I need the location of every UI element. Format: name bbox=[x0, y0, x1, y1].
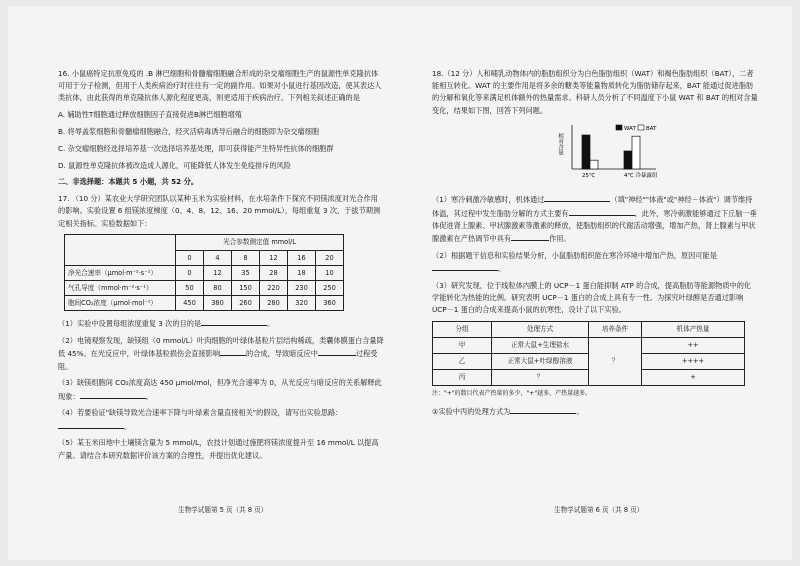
q17-stem: 17. （10 分）某农业大学研究团队以某种玉米为实验材料，在水培条件下探究不同镁浓度对光合作用的影响。实验设置 6 组镁浓度梯度（0、4、8、12、16、20 mmol/L），每组重复 3 次，于拔节期测定相关指标。实验数据如下： bbox=[58, 194, 381, 228]
table-row bbox=[65, 265, 344, 280]
bar-wat bbox=[624, 151, 632, 169]
q16-stem: 16. 小鼠癌特定抗原免疫的 .B 淋巴细胞和骨髓瘤细胞融合形成的杂交瘤细胞生产的鼠源性单克隆抗体可用于分子检测，但用于人类疾病治疗时往往有一定的副作用。如果对小鼠进行基因改造，使其表达人类抗体，由此获得的单克隆抗体人源化程度更高，则更适用于疾病治疗。下列相关叙述正确的是 bbox=[58, 69, 382, 103]
q18-table-note: 注："+"的数目代表产热量的多少，"+"越多，产热量越多。 bbox=[432, 390, 592, 398]
answer-blank[interactable] bbox=[201, 317, 267, 326]
row-label: 胞间CO₂浓度（μmol·mol⁻¹） bbox=[65, 296, 176, 311]
q17-table-header: 光合参数测定值 mmol/L bbox=[176, 235, 344, 250]
cell: 150 bbox=[232, 281, 260, 296]
header-cell: 培养条件 bbox=[589, 322, 642, 338]
q16-option-b: B. 将辱盖浆细胞和骨髓瘤细胞融合，经灭活病毒诱导后融合的细胞即为杂交瘤细胞 bbox=[58, 127, 320, 136]
q17-part-5: （5）某玉米田地中土壤镁含量为 5 mmol/L，农技计划通过施肥将镁浓度提升至 16 mmol/L 以提高产量。请结合本研究数据评价该方案的合理性，并提出优化建议。 bbox=[58, 438, 379, 460]
q17-table-corner bbox=[65, 235, 176, 265]
answer-blank[interactable] bbox=[510, 405, 576, 414]
cell: 10 bbox=[316, 265, 344, 280]
answer-blank[interactable] bbox=[511, 232, 549, 241]
cell: 230 bbox=[288, 281, 316, 296]
q17-col: 4 bbox=[204, 250, 232, 265]
legend-swatch bbox=[616, 125, 622, 130]
q18-chart bbox=[432, 121, 758, 187]
table-row bbox=[65, 296, 344, 311]
page-footer-left: 生物学试题第 5 页（共 8 页） bbox=[178, 506, 268, 514]
cell: 220 bbox=[260, 281, 288, 296]
bar-wat bbox=[582, 135, 590, 169]
section-heading: 二、非选择题：本题共 5 小题，共 52 分。 bbox=[58, 177, 199, 187]
x-tick-label: 25℃ bbox=[582, 173, 596, 180]
answer-blank[interactable] bbox=[80, 390, 146, 399]
row-label: 净光合速率（μmol·m⁻²·s⁻¹） bbox=[65, 265, 176, 280]
legend-swatch bbox=[638, 125, 644, 130]
q17-part-1: （1）实验中设置每组浓度重复 3 次的目的是 。 bbox=[58, 319, 275, 329]
q18-table bbox=[432, 321, 745, 386]
cell: 360 bbox=[316, 296, 344, 311]
cell: ++++ bbox=[642, 354, 745, 370]
q18-part-1: （1）寒冷刺激冷敏感时，机体通过 （填"神经""体液"或"神经－体液"）调节维持体温，其过程中发生脂肪分解的方式主要有 。此外，寒冷刺激能够通过下丘脑一垂体促进肾上腺素、甲状腺激素等激素的释放，使脂肪组织的代谢活动增强，增加产热，肾上腺素与甲状腺激素在产热调节中具有 作用。 bbox=[432, 195, 757, 244]
cell: 18 bbox=[288, 265, 316, 280]
q18-stem: 18.（12 分）人和哺乳动物体内的脂肪组织分为白色脂肪组织（WAT）和褐色脂肪组织（BAT），二者能相互转化。WAT 的主要作用是将多余的糖类等能量物质转化为脂肪储存起来，BAT 能通过促进脂肪的分解和氧化等来满足机体额外的热量需求。科研人员分析了不同温度下小鼠 WAT 和 BAT 的相对含量变化，结果如下图，回答下列问题。 bbox=[432, 69, 758, 115]
x-tick-label: 4℃ 冷暴露组 bbox=[624, 173, 658, 180]
q17-col: 16 bbox=[288, 250, 316, 265]
legend-label: BAT bbox=[646, 126, 657, 133]
q18-part-3: （3）研究发现，位于线粒体内膜上的 UCP－1 蛋白能抑制 ATP 的合成，提高脂肪等能源物质中的化学能转化为热能的比例。研究表明 UCP－1 蛋白的合成上具有专一性。为探究叶绿醇是否通过影响 UCP－1 蛋白的合成来提高小鼠的抗寒性，设计了以下实验。 bbox=[432, 280, 752, 315]
cell: 正常大鼠+生理盐水 bbox=[492, 338, 589, 354]
row-label: 气孔导度（mmol·m⁻²·s⁻¹） bbox=[65, 281, 176, 296]
q17-part-4: （4）若要验证"缺镁导致光合速率下降与叶绿素含量直接相关"的假设，请写出实验思路：。 bbox=[58, 408, 343, 431]
q17-col: 20 bbox=[316, 250, 344, 265]
cell: 28 bbox=[260, 265, 288, 280]
cell: 250 bbox=[316, 281, 344, 296]
header-cell: 机体产热量 bbox=[642, 322, 745, 338]
q17-col: 8 bbox=[232, 250, 260, 265]
cell: 乙 bbox=[433, 354, 492, 370]
legend-label: WAT bbox=[624, 126, 636, 133]
header-cell: 分组 bbox=[433, 322, 492, 338]
table-row bbox=[65, 281, 344, 296]
q16-option-c: C. 杂交瘤细胞经选择培养基一次选择培养基处理，即可获得能产生特异性抗体的细胞群 bbox=[58, 143, 334, 153]
cell: 280 bbox=[260, 296, 288, 311]
cell: 80 bbox=[204, 281, 232, 296]
bar-chart bbox=[552, 121, 662, 185]
cell: 450 bbox=[176, 296, 204, 311]
cell: ？ bbox=[589, 338, 642, 386]
cell: 50 bbox=[176, 281, 204, 296]
q17-col: 12 bbox=[260, 250, 288, 265]
cell: ？ bbox=[492, 370, 589, 386]
cell: 丙 bbox=[433, 370, 492, 386]
answer-blank[interactable] bbox=[220, 347, 246, 356]
q16-option-a: A. 辅助性T细胞通过释放细胞因子直接促进B淋巴细胞增殖 bbox=[58, 110, 242, 120]
cell: 320 bbox=[288, 296, 316, 311]
q17-table bbox=[64, 234, 344, 311]
page-5 bbox=[58, 68, 384, 466]
answer-blank[interactable] bbox=[58, 420, 124, 429]
answer-blank[interactable] bbox=[544, 193, 610, 202]
header-cell: 处理方式 bbox=[492, 322, 589, 338]
exam-sheet bbox=[8, 6, 792, 560]
q17-col: 0 bbox=[176, 250, 204, 265]
table-row bbox=[433, 338, 745, 354]
cell: 甲 bbox=[433, 338, 492, 354]
bar-bat bbox=[632, 137, 640, 170]
q17-part-3: （3）缺镁组胞间 CO₂浓度高达 450 μmol/mol，但净光合速率为 0，从光反应与暗反应的关系解释此现象： 。 bbox=[58, 378, 382, 401]
cell: 正常大鼠+叶绿醇溶液 bbox=[492, 354, 589, 370]
cell: 35 bbox=[232, 265, 260, 280]
cell: 12 bbox=[204, 265, 232, 280]
page-footer-right: 生物学试题第 6 页（共 8 页） bbox=[554, 506, 644, 514]
cell: + bbox=[642, 370, 745, 386]
page-6 bbox=[432, 68, 758, 423]
q16-option-d: D. 鼠源性单克隆抗体被改造成人源化，可能降低人体发生免疫排斥的风险 bbox=[58, 160, 291, 170]
bar-bat bbox=[590, 161, 598, 170]
cell: ++ bbox=[642, 338, 745, 354]
answer-blank[interactable] bbox=[569, 207, 635, 216]
answer-blank[interactable] bbox=[432, 262, 498, 271]
q18-part-2: （2）根据题干信息和实验结果分析，小鼠脂肪组织能在寒冷环境中增加产热，原因可能是。 bbox=[432, 250, 717, 274]
q18-part-3-1: ①实验中丙的处理方式为 。 bbox=[432, 406, 584, 416]
cell: 380 bbox=[204, 296, 232, 311]
y-axis-label: 相对含量 bbox=[557, 133, 563, 156]
q17-part-2: （2）电镜观察发现，缺镁组（0 mmol/L）叶肉细胞的叶绿体基粒片层结构稀疏，类囊体膜蛋白含量降低 45%。在光反应中，叶绿体基粒损伤会直接影响 的合成，导致暗反应中 过程受阻。 bbox=[58, 336, 384, 371]
answer-blank[interactable] bbox=[318, 347, 356, 356]
cell: 260 bbox=[232, 296, 260, 311]
cell: 0 bbox=[176, 265, 204, 280]
